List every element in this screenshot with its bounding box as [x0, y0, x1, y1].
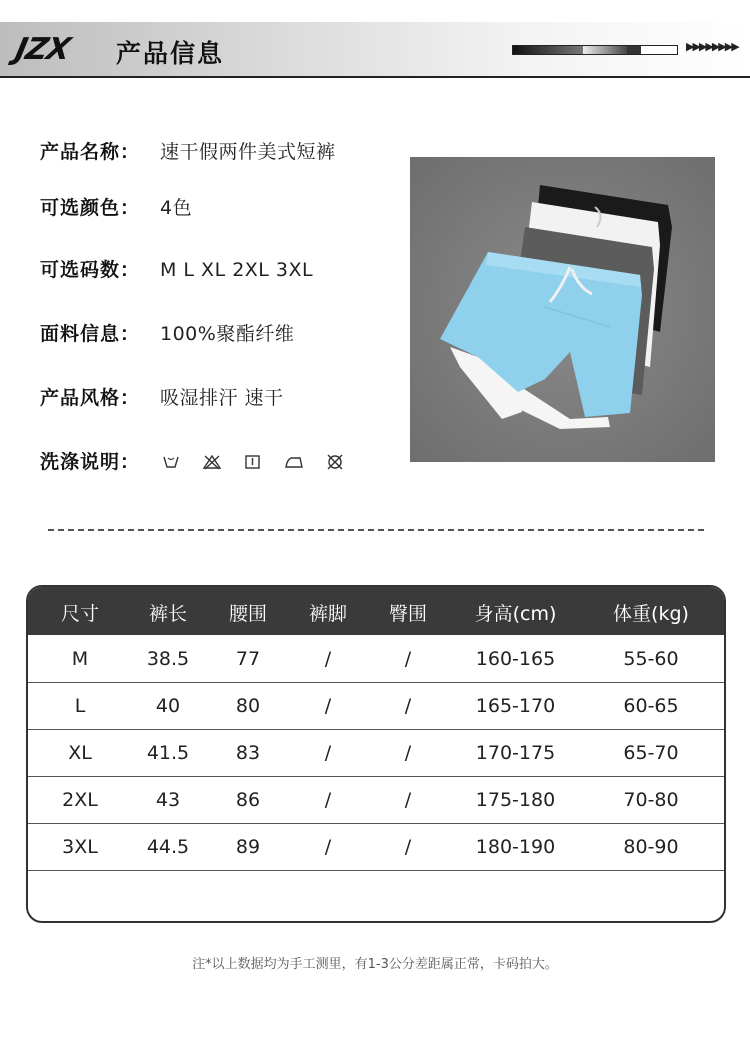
- info-label: 产品风格：: [40, 387, 141, 409]
- table-cell: 160-165: [475, 648, 556, 670]
- info-value: 速干假两件美式短裤: [160, 141, 336, 163]
- info-value: M L XL 2XL 3XL: [160, 259, 314, 281]
- product-photo: [410, 157, 715, 462]
- info-label: 可选码数：: [40, 259, 141, 281]
- no-dry-clean-icon: [324, 453, 360, 471]
- info-label: 洗涤说明：: [40, 451, 141, 473]
- iron-icon: [283, 453, 319, 471]
- table-cell: 165-170: [475, 695, 556, 717]
- info-row-color: [40, 193, 192, 223]
- table-cell: 44.5: [146, 836, 190, 858]
- table-cell: /: [404, 742, 412, 764]
- table-cell: 86: [235, 789, 261, 811]
- decorative-arrows-icon: ▶▶▶▶▶▶▶▶: [686, 40, 738, 53]
- info-label: 可选颜色：: [40, 197, 141, 219]
- column-header: 腰围: [228, 603, 267, 625]
- shorts-illustration: [410, 157, 715, 462]
- dashed-divider: [48, 529, 704, 531]
- table-cell: /: [404, 789, 412, 811]
- brand-logo: JZX: [12, 32, 73, 67]
- table-cell: /: [324, 836, 332, 858]
- measurement-note: 注*以上数据均为手工测里，有1-3公分差距属正常，卡码拍大。: [192, 957, 558, 972]
- table-cell: 38.5: [146, 648, 190, 670]
- table-cell: 43: [155, 789, 181, 811]
- page-header: [0, 22, 750, 78]
- no-bleach-icon: [201, 453, 237, 471]
- table-header: [28, 587, 724, 635]
- table-cell: /: [404, 836, 412, 858]
- info-row-fabric: [40, 319, 294, 349]
- info-label: 产品名称：: [40, 141, 141, 163]
- table-cell: 80: [235, 695, 261, 717]
- table-cell: 89: [235, 836, 261, 858]
- column-header: 身高(cm): [474, 603, 557, 625]
- table-cell: 65-70: [623, 742, 679, 764]
- table-cell: 77: [235, 648, 261, 670]
- table-cell: 170-175: [475, 742, 556, 764]
- table-cell: 40: [155, 695, 181, 717]
- table-row: [28, 729, 724, 777]
- info-value: 4色: [160, 197, 193, 219]
- tumble-dry-icon: [242, 453, 278, 471]
- table-row: [28, 635, 724, 683]
- table-cell: /: [324, 789, 332, 811]
- info-row-style: [40, 383, 284, 413]
- table-cell: /: [404, 695, 412, 717]
- table-row: [28, 682, 724, 730]
- table-cell: /: [324, 695, 332, 717]
- table-cell: /: [324, 648, 332, 670]
- hand-wash-icon: [160, 453, 196, 471]
- info-row-sizes: [40, 255, 313, 285]
- table-cell: /: [324, 742, 332, 764]
- column-header: 体重(kg): [613, 603, 689, 625]
- table-cell: XL: [68, 742, 92, 764]
- info-row-name: [40, 137, 336, 167]
- info-value: 100%聚酯纤维: [160, 323, 295, 345]
- info-row-care: [40, 447, 360, 477]
- column-header: 裤脚: [308, 603, 347, 625]
- column-header: 臀围: [388, 603, 427, 625]
- info-label: 面料信息：: [40, 323, 141, 345]
- table-cell: 55-60: [623, 648, 679, 670]
- table-cell: 2XL: [62, 789, 98, 811]
- size-table: [26, 585, 726, 923]
- table-cell: L: [74, 695, 86, 717]
- table-row: [28, 776, 724, 824]
- table-cell: 80-90: [623, 836, 679, 858]
- table-row: [28, 823, 724, 871]
- decorative-progress-bar: [512, 45, 678, 55]
- page-title: 产品信息: [116, 39, 225, 68]
- info-value: 吸湿排汗 速干: [160, 387, 284, 409]
- table-cell: M: [71, 648, 89, 670]
- table-cell: /: [404, 648, 412, 670]
- column-header: 尺寸: [60, 603, 99, 625]
- care-icons: [160, 453, 360, 475]
- table-cell: 180-190: [475, 836, 556, 858]
- table-cell: 3XL: [62, 836, 98, 858]
- table-cell: 70-80: [623, 789, 679, 811]
- table-cell: 60-65: [623, 695, 679, 717]
- column-header: 裤长: [148, 603, 187, 625]
- table-cell: 41.5: [146, 742, 190, 764]
- table-cell: 83: [235, 742, 261, 764]
- table-cell: 175-180: [475, 789, 556, 811]
